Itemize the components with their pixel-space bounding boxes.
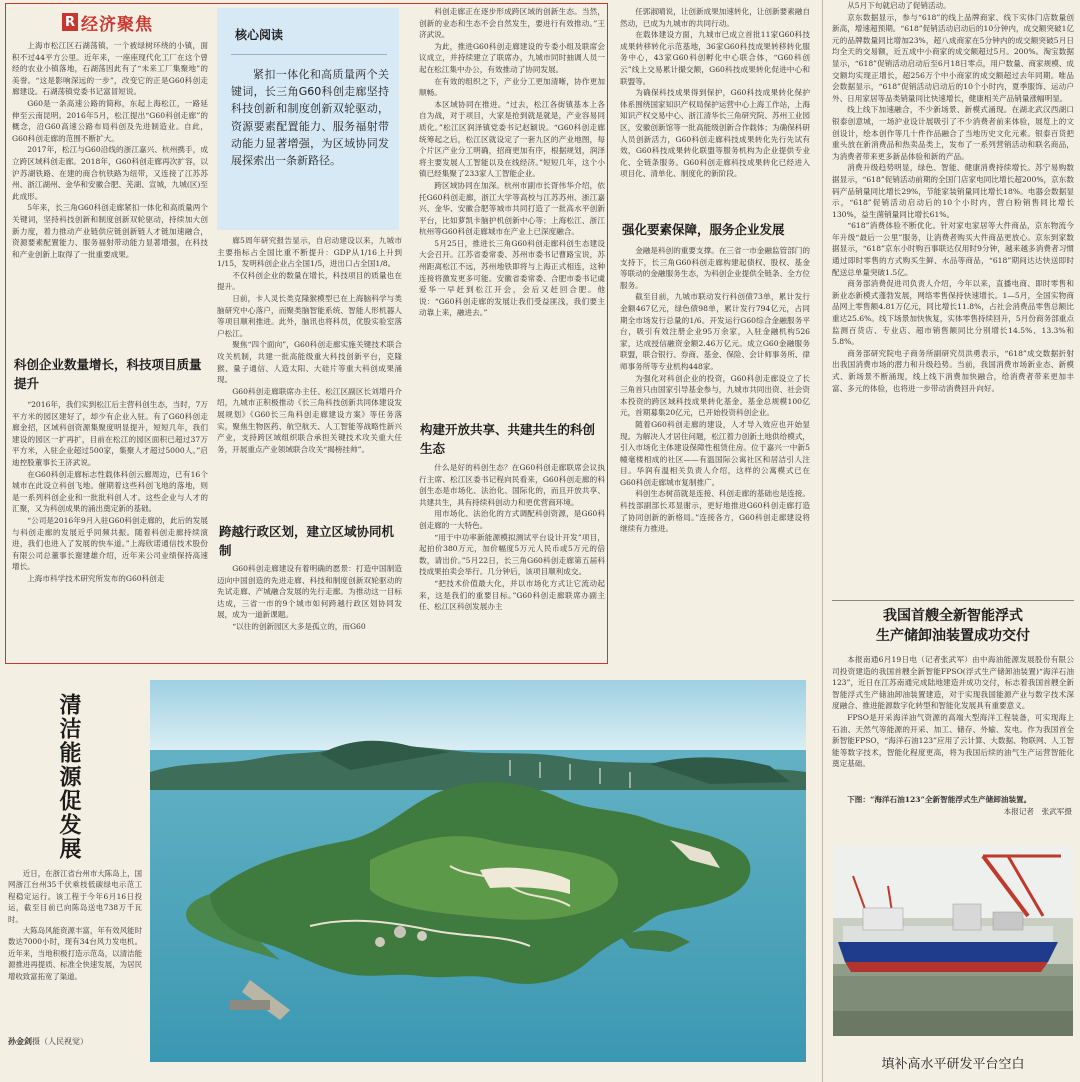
article-column-3b: 什么是好的科创生态？在G60科创走廊联席会议执行主席、松江区委书记程向民看来，G60科创走廊的科创生态是市场化、法治化、国际化的，而且开放共享、共建共生，具有持续科创动力和更优营商环境。 用市场化、法治化的方式调配科创资源，是G60科创走廊的一大特色。 “用于中功率新能源模拟测试平台设计开发”项目，起拍价380万元，加价幅度5万元人民币或5万元的倍数，请出价。”5月22日，长三角G60科创走廊第五届科技成果拍卖会举行。几分钟后，该项目顺利成交。 “把技术价值最大化，并以市场化方式让它流动起来，这是我们的重要目标。”G60科创走廊联席办副主任、松江区科创发展办主: [419, 463, 605, 612]
news-title-line-1: 我国首艘全新智能浮式: [883, 608, 1023, 624]
bottom-headline: 填补高水平研发平台空白: [881, 1057, 1025, 1072]
article-column-2b: G60科创走廊建设有着明确的愿景：打造中国制造迈向中国创造的先进走廊、科技和制度创新双轮驱动的先试走廊、产城融合发展的先行走廊。为推动这一目标达成，三省一市的9个城市如何跨越行政区划协同发展，成为一道新课题。 “以往的创新园区大多是孤立的，而G60: [217, 564, 402, 631]
section-header: [62, 10, 153, 34]
core-reading-rule: [231, 54, 387, 55]
subhead-2: 跨越行政区划，建立区域协同机制: [219, 524, 395, 558]
article-column-4b: 金融是科创的重要支撑。在三省一市金融监管部门的支持下，长三角G60科创走廊构建起债权、股权、基金等联动的金融服务生态，为科创企业提供全链条、全方位服务。 截至目前，九城市联动发行科创债73单，累计发行金额467亿元，绿色债98单，累计发行794亿元，占同期全市场发行总量的1/6。开发运行G60综合金融服务平台，吸引有效注册企业95万余家，入驻金融机构526家，达成授信融资金额2.46万亿元。成立G60金融服务联盟，联合银行、券商、基金、保险、会计师事务所、律师事务所等专业机构448家。 为强化对科创企业的投资，G60科创走廊设立了长三角首只由国家引导基金参与，九城市共同出资、社会资本投资的跨区域科技成果转化基金。基金总规模100亿元，首期募集20亿元，已开始投资科创企业。 随着G60科创走廊的建设，人才导入效应也开始显现。为解决人才居住问题，松江着力创新土地供给模式，引入市场化主体建设保障性租赁住房。位于嘉兴一中新5幢毫楼相成的社区——有温国际公寓社区和居洁引人注目。华润有温相关负责人介绍，这样的公寓模式已在G60科创走廊城市复制推广。 科创生态树苗就是连接、科创走廊的基础也是连接。科技部副部长邓显谢示，更好地推进G60科创走廊打造了协同创新的新格局。”连接各方，G60科创走廊建设将继续有力推进。: [620, 246, 810, 534]
energy-credit-name: 孙金剑: [8, 1036, 32, 1046]
fpso-ship-photo: [833, 846, 1073, 1036]
subhead-3: 构建开放共享、共建共生的科创生态: [420, 422, 596, 456]
core-reading-box: [217, 8, 399, 230]
energy-caption: 近日，在浙江省台州市大陈岛上，国网浙江台州35千伏乘枝低碳绿电示范工程稳定运行。该工程于今年6月16日投运，截至目前已向陈岛送电738万千瓦时。 大陈岛风能资源丰富，年有效风能时数达7000小时，现有34台风力发电机。近年来，当地积极打造示范岛，以清洁能源推进再提质、标准全快速发展，为居民增收致富拓宽了渠道。: [8, 869, 142, 981]
article-column-3: 科创走廊正在逐步形成跨区域的创新生态。当然，创新的业态和生态不会自然发生，要进行有效推动。”王济武说。 为此，推进G60科创走廊建设的专委小组及联席会议成立，并持续建立了联席办，九城市同时抽调人员一起在松江集中办公，有效推动了协同发展。 在有效的组织之下，产业分工更加清晰，协作更加顺畅。 本区域协同在推进。“过去，松江各街镇基本上各自为战，对于项目，大家是抢到就是就是，产业容易同质化。”松江区润泽镇党委书记赵颖说。“G60科创走廊统筹起之后，松江区就设定了一套九区的产业地图，每个片区产业分工明确，招商更加有序，根据规划，润泽将主要发展人工智能以及在线经济。”短短几年，这个小镇已经集聚了233家人工智能企业。 跨区域协同在加深。杭州市副市长胥伟华介绍，依托G60科创走廊，浙江大学等高校与江苏苏州、浙江嘉兴、金华、安徽合肥等城市共同打造了一批高水平创新平台，比如萝凯卡脑护机创新中心等；上海松江、浙江杭州等G60科创走廊城市在产业上已深度融合。 5月25日，推进长三角G60科创走廊科创生态建设大会召开。江苏省委常委、苏州市委书记曹路宝说，苏州距离松江不远，苏州地铁即将与上海正式相连，这种连接将激发更多可能。安徽省委常委、合肥市委书记虞爱华一早赶到松江开会，会后又赶回合肥。他说：“G60科创走廊的发展让我们受益匪浅，我们要主动靠上来，融进去。”: [419, 7, 605, 318]
core-reading-heading: 核心阅读: [235, 28, 284, 42]
subhead-1: 科创企业数量增长，科技项目质量提升: [14, 357, 202, 391]
subhead-4: 强化要素保障，服务企业发展: [622, 222, 785, 237]
fpso-ship-illustration: [833, 846, 1073, 1036]
article-column-1b: “2016年，我们实到松江后主营科创生态，当时，7万平方米的园区建好了，却少有企业入驻。有了G60科创走廊金招，区域科创资源集聚度明显提升，短短几年，我们建设的园区一扩再扩，目前在松江的园区面积已超过37万平方米，入驻企业超过500家，集聚人才超过5000人。”启迪控股董事长王济武说。 在G60科创走廊标志性载体科创云廊周边，已有16个城市在此设立科创飞地。催期着这些科创飞地的落地，则是一系列科创企业和一批批科创人才。这些企业与人才的汇聚，又为科创成果的涌出奠定新的基础。 “公司是2016年9月入驻G60科创走廊的，此后的发展与科创走廊的发展近乎同频共振。随着科创走廊持续演进，我们也进入了发展的快车道。”上海欣诺通信技术股份有限公司总董事长谢建雄介绍，近年来公司业绩保持高速增长。 上海市科学技术研究所发布的G60科创走: [12, 400, 208, 583]
news-rule-top: [832, 600, 1074, 601]
article-column-2: 廊5周年研究报告显示，自启动建设以来，九城市主要指标占全国比重不断提升：GDP从1/16上升到1/15，发明科创企业占全国1/5，进出口占全国1/8。 不仅科创企业的数量在增长，科技项目的质量也在提升。 日前，卡人灵长类克隆猴模型已在上海脑科学与类脑研究中心落户，而聚类脑智能系统、智能人形机器人等项目顺利推进。此外，脑讯也将科员，优股实验室落户松江。 聚焦“四个面向”，G60科创走廊实施关键技术联合攻关机制，共建一批高能级重大科技创新平台，克隆猴、量子通信、人造太阳、大硅片等重大科创成果涌现。 G60科创走廊联席办主任、松江区副区长刘增丹介绍，九城市正积极推动《长三角科技创新共同体建设发展规划》《G60长三角科创走廊建设方案》等任务落实，聚焦生物医药、航空航天、人工智能等战略性新兴产业，支持跨区域组织联合承担关键技术攻关重大任务，开展重点产业领域联合攻关“揭榜挂帅”。: [217, 236, 402, 454]
section-title: 经济聚焦: [81, 14, 153, 35]
article-column-4: 任郭淑晴说，让创新成果加速转化，让创新要素融自然动，已成为九城市的共同行动。 在载体建设方面，九城市已成立首批11家G60科技成果转移转化示范基地，36家G60科技成果转移转化服务中心，43家G60科创孵化中心联合体，“G60科创云”线上交易累计撮交额，G60科技成果转化促进中心和联盟等。 为确保科技成果得到保护，G60科技成果转化保护体系围绕国家知识产权局保护运营中心上海工作站，上海知识产权交易中心、浙江清华长三角研究院、苏州工业园区，安徽创新馆等一批高能级创新合作载体；为确保科研人员创新活力，G60科创走廊科技成果转化先行先试有效，G60科技成果转化联盟等服务机构为企业提供专业化、全链条服务。G60科创走廊科技成果转化已经进入项目化、清单化、制度化的新阶段。: [620, 7, 810, 179]
energy-title: 清洁能源促发展: [56, 693, 82, 861]
section-badge: R: [62, 13, 78, 31]
news-title-line-2: 生产储卸油装置成功交付: [876, 628, 1030, 644]
island-aerial-illustration: [150, 680, 806, 1062]
energy-credit: [8, 1036, 148, 1047]
news-body: 本报南通6月19日电（记者张武军）由中海油能源发展股份有限公司投资建造的我国首艘全新智能FPSO(浮式生产储卸油装置)“海洋石油123”，近日在江苏南通完成陆地建造并成功交付，标志着我国首艘全新智能浮式生产储油卸油装置建造，对于实现我国能源产业与数字技术深度融合、推进能源数字化转型和智能化发展具有重要意义。 FPSO是开采海洋油气资源的高端大型海洋工程装备，可实现海上石油、天然气等能源的开采、加工、储存、外输、发电。作为我国首全新智能FPSO，“海洋石油123”应用了云计算、大数据、物联网、人工智能等数字技术，智能化程度更高，将为我国后续的油气生产运营智能化奠定基础。: [832, 655, 1074, 769]
news-photo-caption: 下图：“海洋石油123”全新智能浮式生产储卸油装置。: [847, 795, 1032, 804]
island-aerial-photo: [150, 680, 806, 1062]
article-column-1: 上海市松江区石湖荡镇，一个被绿树环绕的小镇，面积不过44平方公里。近年来，一座座现代化工厂在这个曾经的农业小镇落地，石湖荡因此有了“未来工厂集聚地”的美誉。“这是影响深远的一步”，改变它的正是G60科创走廊建设。石湖荡镇党委书记富冒短说。 G60是一条高速公路的简称，东起上海松江，一路延伸至云南昆明。2016年5月，松江提出“G60科创走廊”的概念，沿G60高速公路布局科创及先进制造业。自此，G60科创走廊的范围不断扩大。 2017年，松江与G60沿线的浙江嘉兴、杭州携手，成立跨区域科创走廊。2018年，G60科创走廊再次扩容，以沪苏湖铁路、在建的商合杭铁路为纽带，又连接了江苏苏州、浙江湖州、金华和安徽合肥、芜湖、宣城，九城(区)至此成形。 5年来，长三角G60科创走廊紧扣一体化和高质量两个关键词，坚持科技创新和制度创新双轮驱动，持续加大创新力度，着力推动产业链供应链创新链人才链加速融合，资源要素配置能力、服务福射带动能力显著增强，在科技和产业创新上取得了一批重要成果。: [12, 41, 208, 259]
article-column-5: 从5月下旬就启动了促销活动。 京东数据显示，参与“618”的线上品牌商家、线下实体门店数量创新高，增速超预期。“618”促销活动启动后的10分钟内，成交额突破1亿元的品牌数量同比增加23%，超八成商家在5分钟内的成交额突破5月日均全天的交易额，近五成中小商家的成交额超过5月。200%。淘宝数据显示，“618”促销活动启动后至6月18日零点，用户数量、商家规模、成交额均实现正增长，超256万个中小商家的成交额超过去年同期。唯品会数据显示，“618”促销活动启动后的10个小时内，夏季服饰、运动户外、日用家居等品类销量同比快速增长，健康相关产品销量涨幅明显。 线上线下加速融合，不少新场景、新模式涌现。在湖北武汉西湖口银泰创意城，一场沪业设计展吸引了不少消费者前来体验，展览上的文创设计，绘本创作等几十件作品融合了当地历史文化元素。银泰百货把重头放在新消费品和热卖品类上，发布了一系列营销活动和联名商品，为消费者带来更多新品体验和新的产品。 消费升级趋势明显，绿色、智能、健康消费持续增长。苏宁易购数据显示，“618”促销活动前期的全国门店家电同比增长超200%，京东数码产品销量同比增长29%，节能家装销量同比增长18%。电器会数据显示，“618”促销活动启动后的10个小时内，营白粉销售同比增长130%，益生菌销量同比增长61%。 “618”消费体验不断优化。针对家电家居等大件商品，京东物流今年升级“最后一公里”服务，让消费者购买大件商品更放心。京东到家数据显示，“618”京东小时购百事联达仅用时9分钟，越来越多消费者习惯通过即时零售的方式购买生鲜、水品等商品，“618”期间达达快送即时配送总单量突破1.5亿。 商务部消费促进司负责人介绍，今年以来，直播电商、即时零售和新业态新模式蓬勃发展，网络零售保持快速增长。1—5月，全国实物商品网上零售额4.81万亿元，同比增长11.8%，占社会消费品零售总额比重达25.6%。线下场景加快恢复，实体零售持续回升，5月份商务部重点监测百货店、专业店、超市销售额同比分别增长14.5%、13.3%和5.8%。 商务部研究院电子商务所副研究员洪勇表示，“618”成交数据折射出我国消费市场的潜力和升级趋势。当前，我国消费市场新业态、新模式、新场景不断涌现，线上线下消费加快融合，给消费者带来更加丰富、多元的体验，也将进一步带动消费回升向好。: [832, 1, 1074, 393]
news-photo-credit: 本报记者 张武军摄: [1003, 807, 1072, 816]
column-divider: [822, 0, 823, 1082]
core-reading-body: 紧扣一体化和高质量两个关键词，长三角G60科创走廊坚持科技创新和制度创新双轮驱动，资源要素配置能力、服务福射带动能力显著增强，为区域协同发展探索出一条新路径。: [231, 68, 389, 168]
energy-credit-suffix: 摄（人民视觉）: [32, 1037, 88, 1046]
